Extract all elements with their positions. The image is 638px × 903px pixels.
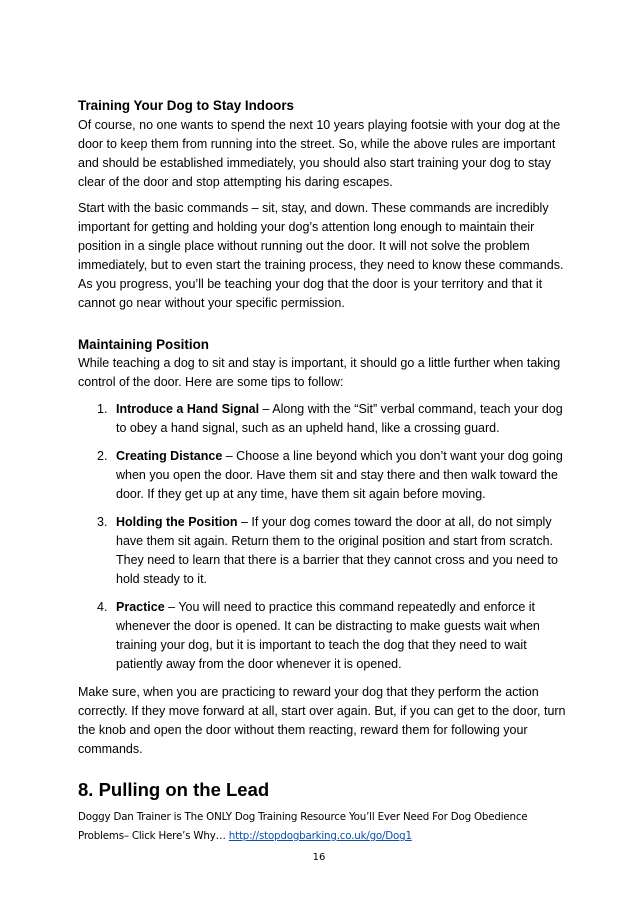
page-number: 16 — [312, 852, 326, 863]
tip-term: Practice — [116, 600, 165, 614]
tip-term: Introduce a Hand Signal — [116, 402, 260, 416]
tip-term: Holding the Position — [116, 515, 238, 529]
paragraph: Start with the basic commands – sit, stay, and down. These commands are incredibly important for getting and holding your dog’s attention long enough to maintain their position in a single place without running out the door. It will not solve the problem immediately, but to even start the training process, they need to know these commands. As you progress, you’ll be teaching your dog that the door is your territory and that it cannot go near without your specific permission. — [78, 201, 564, 310]
list-number: 4. — [97, 600, 108, 614]
tip-text: – You will need to practice this command repeatedly and enforce it whenever the door is opened. It can be distracting to make guests wait when training your dog, but it is important to teach the dog that they need to wait patiently away from the door whenever it is opened. — [116, 600, 540, 671]
section-maintaining-position — [78, 335, 568, 759]
section-heading: Training Your Dog to Stay Indoors — [78, 98, 294, 113]
chapter-heading: 8. Pulling on the Lead — [78, 779, 270, 800]
section-pulling-lead — [78, 777, 568, 846]
list-number: 3. — [97, 515, 108, 529]
section-stay-indoors — [78, 96, 568, 313]
paragraph: Of course, no one wants to spend the next 10 years playing footsie with your dog at the door to keep them from running into the street. So, while the above rules are important and should be established immediately, you should also start training your dog to stay clear of the door and stop attempting his daring escapes. — [78, 118, 561, 189]
tip-text: – Along with the “Sit” verbal command, teach your dog to obey a hand signal, such as an upheld hand, like a crossing guard. — [116, 402, 563, 435]
promo-link[interactable]: http://stopdogbarking.co.uk/go/Dog1 — [228, 830, 412, 842]
list-number: 2. — [97, 449, 108, 463]
tips-list — [78, 400, 568, 674]
list-number: 1. — [97, 402, 108, 416]
tip-text: – If your dog comes toward the door at all, do not simply have them sit again. Return them to the original position and start from scratch. They need to learn that there is a barrier that they cannot cross and you need to hold steady to it. — [116, 515, 558, 586]
tip-term: Creating Distance — [116, 449, 223, 463]
list-item — [78, 447, 568, 504]
section-heading: Maintaining Position — [78, 337, 209, 352]
promo-paragraph — [78, 808, 568, 846]
paragraph: While teaching a dog to sit and stay is important, it should go a little further when taking control of the door. Here are some tips to follow: — [78, 356, 561, 389]
list-item — [78, 598, 568, 674]
tip-text: – Choose a line beyond which you don’t want your dog going when you open the door. Have them sit and stay there and then walk toward the door. If they get up at any time, have them sit again before moving. — [116, 449, 563, 501]
promo-text: Doggy Dan Trainer is The ONLY Dog Training Resource You’ll Ever Need For Dog Obedience Problems– Click Here’s Why… — [78, 811, 528, 842]
list-item — [78, 400, 568, 438]
list-item — [78, 513, 568, 589]
paragraph: Make sure, when you are practicing to reward your dog that they perform the action correctly. If they move forward at all, start over again. But, if you can get to the door, turn the knob and open the door without them reacting, reward them for following your commands. — [78, 685, 566, 756]
document-page — [78, 96, 568, 846]
